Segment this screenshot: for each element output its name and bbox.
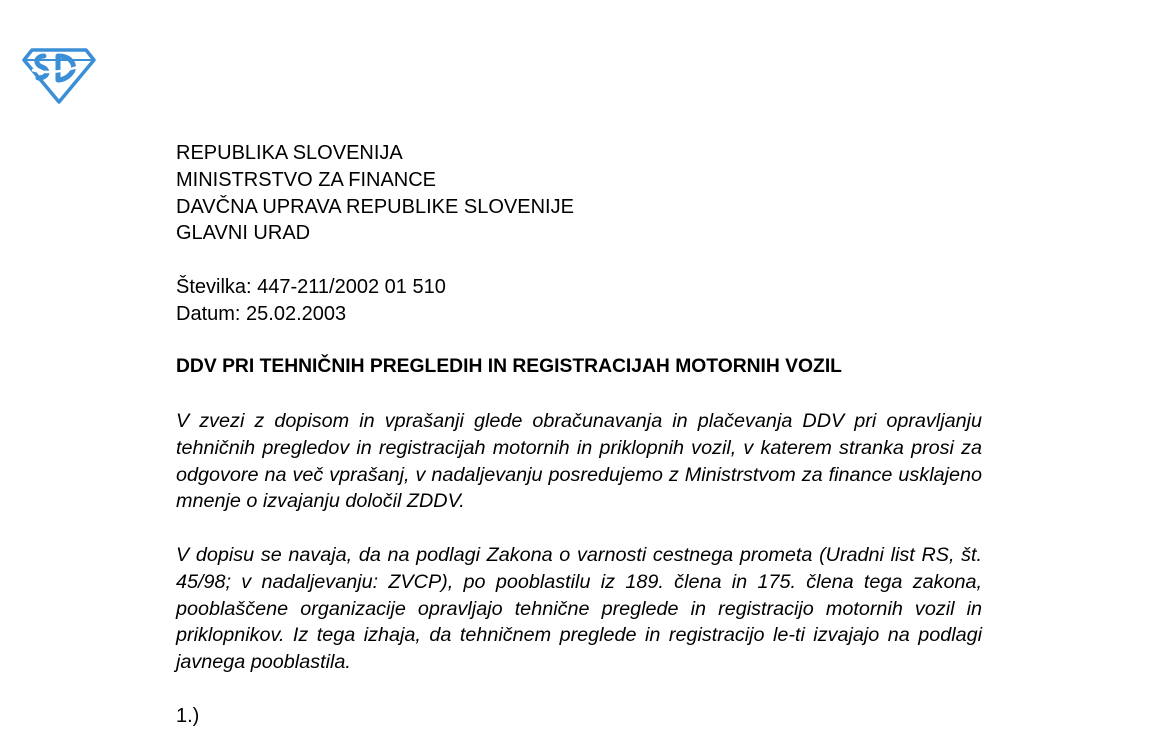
letterhead-line: REPUBLIKA SLOVENIJA <box>176 142 403 164</box>
letterhead-line: DAVČNA UPRAVA REPUBLIKE SLOVENIJE <box>176 195 574 218</box>
document-date: Datum: 25.02.2003 <box>176 302 347 325</box>
list-marker: 1.) <box>176 704 200 727</box>
document-title: DDV PRI TEHNIČNIH PREGLEDIH IN REGISTRACIJAH MOTORNIH VOZIL <box>176 356 842 378</box>
reference-number: Številka: 447-211/2002 01 510 <box>176 275 446 298</box>
letter-body <box>176 140 982 730</box>
paragraph: V dopisu se navaja, da na podlagi Zakona o varnosti cestnega prometa (Uradni list RS, št. 45/98; v nadaljevanju: ZVCP), po pooblastilu iz 189. člena in 175. člena tega zakona, pooblaščene organizacije opravljajo tehnične preglede in registracijo motornih vozil in priklopnikov. Iz tega izhaja, da tehničnem preglede in registracijo le-ti izvajajo na podlagi javnega pooblastila. <box>176 543 982 674</box>
sd-shield-logo-icon <box>22 46 96 104</box>
document-meta <box>176 274 982 328</box>
letterhead <box>176 140 982 247</box>
letterhead-line: MINISTRSTVO ZA FINANCE <box>176 168 437 191</box>
letterhead-line: GLAVNI URAD <box>176 222 311 245</box>
paragraph: V zvezi z dopisom in vprašanji glede obračunavanja in plačevanja DDV pri opravljanju tehničnih pregledov in registracijah motornih in priklopnih vozil, v katerem stranka prosi za odgovore na več vprašanj, v nadaljevanju posredujemo z Ministrstvom za finance usklajeno mnenje o izvajanju določil ZDDV. <box>176 409 982 513</box>
